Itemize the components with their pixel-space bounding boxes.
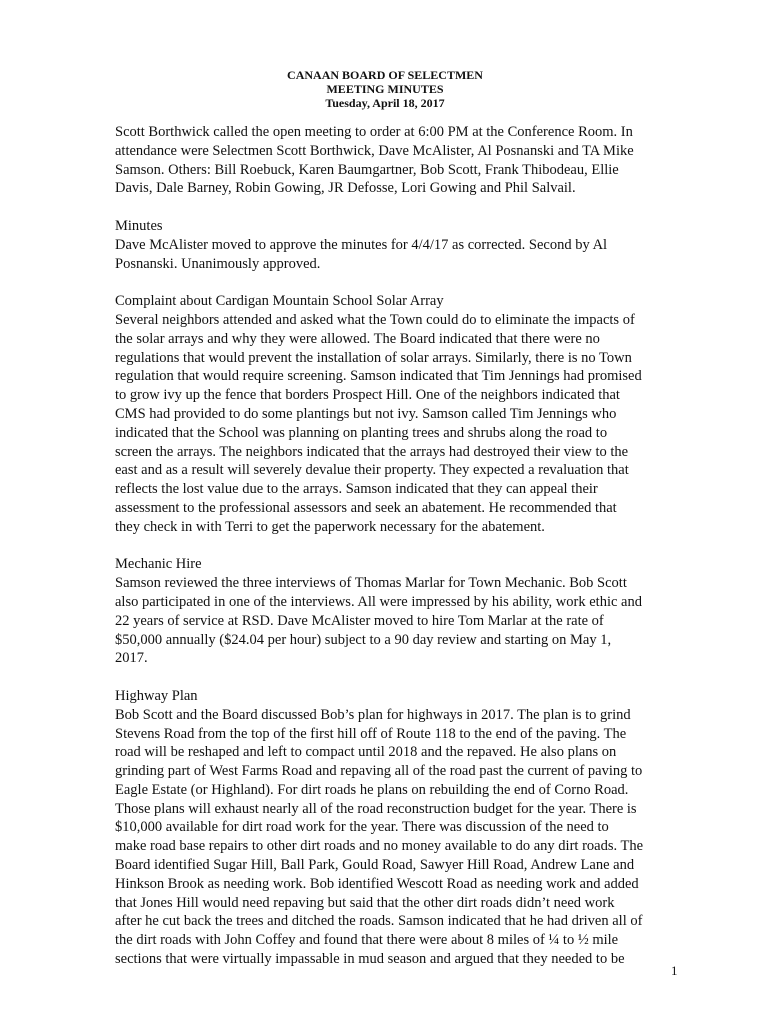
- paragraph-line: sections that were virtually impassable in mud season and argued that they needed to be: [115, 951, 625, 968]
- paragraph-line: 2017.: [115, 650, 148, 667]
- paragraph-line: to grow ivy up the fence that borders Prospect Hill. One of the neighbors indicated that: [115, 387, 620, 404]
- paragraph-line: Several neighbors attended and asked what the Town could do to eliminate the impacts of: [115, 311, 635, 328]
- header-doc-type: MEETING MINUTES: [326, 82, 444, 96]
- paragraph-line: the solar arrays and why they were allowed. The Board indicated that there were no: [115, 330, 600, 347]
- page-number: 1: [671, 963, 678, 978]
- document-header: [0, 68, 770, 110]
- paragraph-line: that Jones Hill would need repaving but said that the other dirt roads didn’t need work: [115, 894, 615, 911]
- paragraph-line: Those plans will exhaust nearly all of the road reconstruction budget for the year. There is: [115, 800, 637, 817]
- section-title-minutes: Minutes: [115, 217, 163, 234]
- paragraph-line: 22 years of service at RSD. Dave McAlister moved to hire Tom Marlar at the rate of: [115, 612, 604, 629]
- paragraph-line: assessment to the professional assessors and seek an abatement. He recommended that: [115, 499, 617, 516]
- paragraph-line: road will be reshaped and left to compact until 2018 and the repaved. He also plans on: [115, 744, 617, 761]
- section-title-mechanic: Mechanic Hire: [115, 556, 202, 573]
- paragraph-line: CMS had provided to do some plantings but not ivy. Samson called Tim Jennings who: [115, 405, 617, 422]
- paragraph-line: regulations that would prevent the installation of solar arrays. Similarly, there is no Town: [115, 349, 632, 366]
- paragraph-line: Hinkson Brook as needing work. Bob identified Wescott Road as needing work and added: [115, 875, 639, 892]
- paragraph-line: $50,000 annually ($24.04 per hour) subject to a 90 day review and starting on May 1,: [115, 631, 612, 648]
- paragraph-line: regulation that would require screening. Samson indicated that Tim Jennings had promised: [115, 368, 642, 385]
- paragraph-line: after he cut back the trees and ditched the roads. Samson indicated that he had driven all of: [115, 913, 643, 930]
- paragraph-line: indicated that the School was planning on planting trees and shrubs along the road to: [115, 424, 608, 441]
- paragraph-line: make road base repairs to other dirt roads and no money available to do any dirt roads. The: [115, 838, 644, 855]
- paragraph-line: $10,000 available for dirt road work for the year. There was discussion of the need to: [115, 819, 609, 836]
- paragraph-line: grinding part of West Farms Road and repaving all of the road past the current of paving to: [115, 763, 643, 780]
- paragraph-line: Posnanski. Unanimously approved.: [115, 255, 321, 272]
- paragraph-line: Board identified Sugar Hill, Ball Park, Gould Road, Sawyer Hill Road, Andrew Lane and: [115, 857, 635, 874]
- paragraph-line: Davis, Dale Barney, Robin Gowing, JR Defosse, Lori Gowing and Phil Salvail.: [115, 180, 576, 197]
- section-title-highway: Highway Plan: [115, 687, 198, 704]
- paragraph-line: Samson. Others: Bill Roebuck, Karen Baumgartner, Bob Scott, Frank Thibodeau, Ellie: [115, 161, 619, 178]
- paragraph-line: the dirt roads with John Coffey and found that there were about 8 miles of ¼ to ½ mile: [115, 932, 619, 949]
- minutes-section: [115, 217, 687, 273]
- paragraph-line: reflects the lost value due to the arrays. Samson indicated that they can appeal their: [115, 481, 598, 498]
- header-date: Tuesday, April 18, 2017: [325, 96, 445, 110]
- paragraph-line: screen the arrays. The neighbors indicated that the arrays had destroyed their view to the: [115, 443, 629, 460]
- highway-section: [115, 687, 687, 969]
- paragraph-line: Eagle Estate (or Highland). For dirt roads he plans on rebuilding the end of Corno Road.: [115, 781, 629, 798]
- paragraph-line: Stevens Road from the top of the first hill off of Route 118 to the end of the paving. The: [115, 725, 627, 742]
- solar-section: [115, 292, 687, 536]
- paragraph-line: attendance were Selectmen Scott Borthwick, Dave McAlister, Al Posnanski and TA Mike: [115, 142, 634, 159]
- paragraph-line: they check in with Terri to get the paperwork necessary for the abatement.: [115, 518, 545, 535]
- paragraph-line: also participated in one of the interviews. All were impressed by his ability, work ethic and: [115, 593, 642, 610]
- paragraph-line: Samson reviewed the three interviews of Thomas Marlar for Town Mechanic. Bob Scott: [115, 575, 627, 592]
- intro-paragraph: [115, 123, 687, 198]
- document-body: [115, 123, 687, 988]
- paragraph-line: Dave McAlister moved to approve the minutes for 4/4/17 as corrected. Second by Al: [115, 236, 608, 253]
- paragraph-line: Bob Scott and the Board discussed Bob’s plan for highways in 2017. The plan is to grind: [115, 706, 631, 723]
- mechanic-section: [115, 555, 687, 668]
- paragraph-line: east and as a result will severely devalue their property. They expected a revaluation that: [115, 462, 629, 479]
- paragraph-line: Scott Borthwick called the open meeting to order at 6:00 PM at the Conference Room. In: [115, 124, 633, 140]
- header-org-title: CANAAN BOARD OF SELECTMEN: [287, 68, 483, 82]
- section-title-solar: Complaint about Cardigan Mountain School Solar Array: [115, 293, 444, 310]
